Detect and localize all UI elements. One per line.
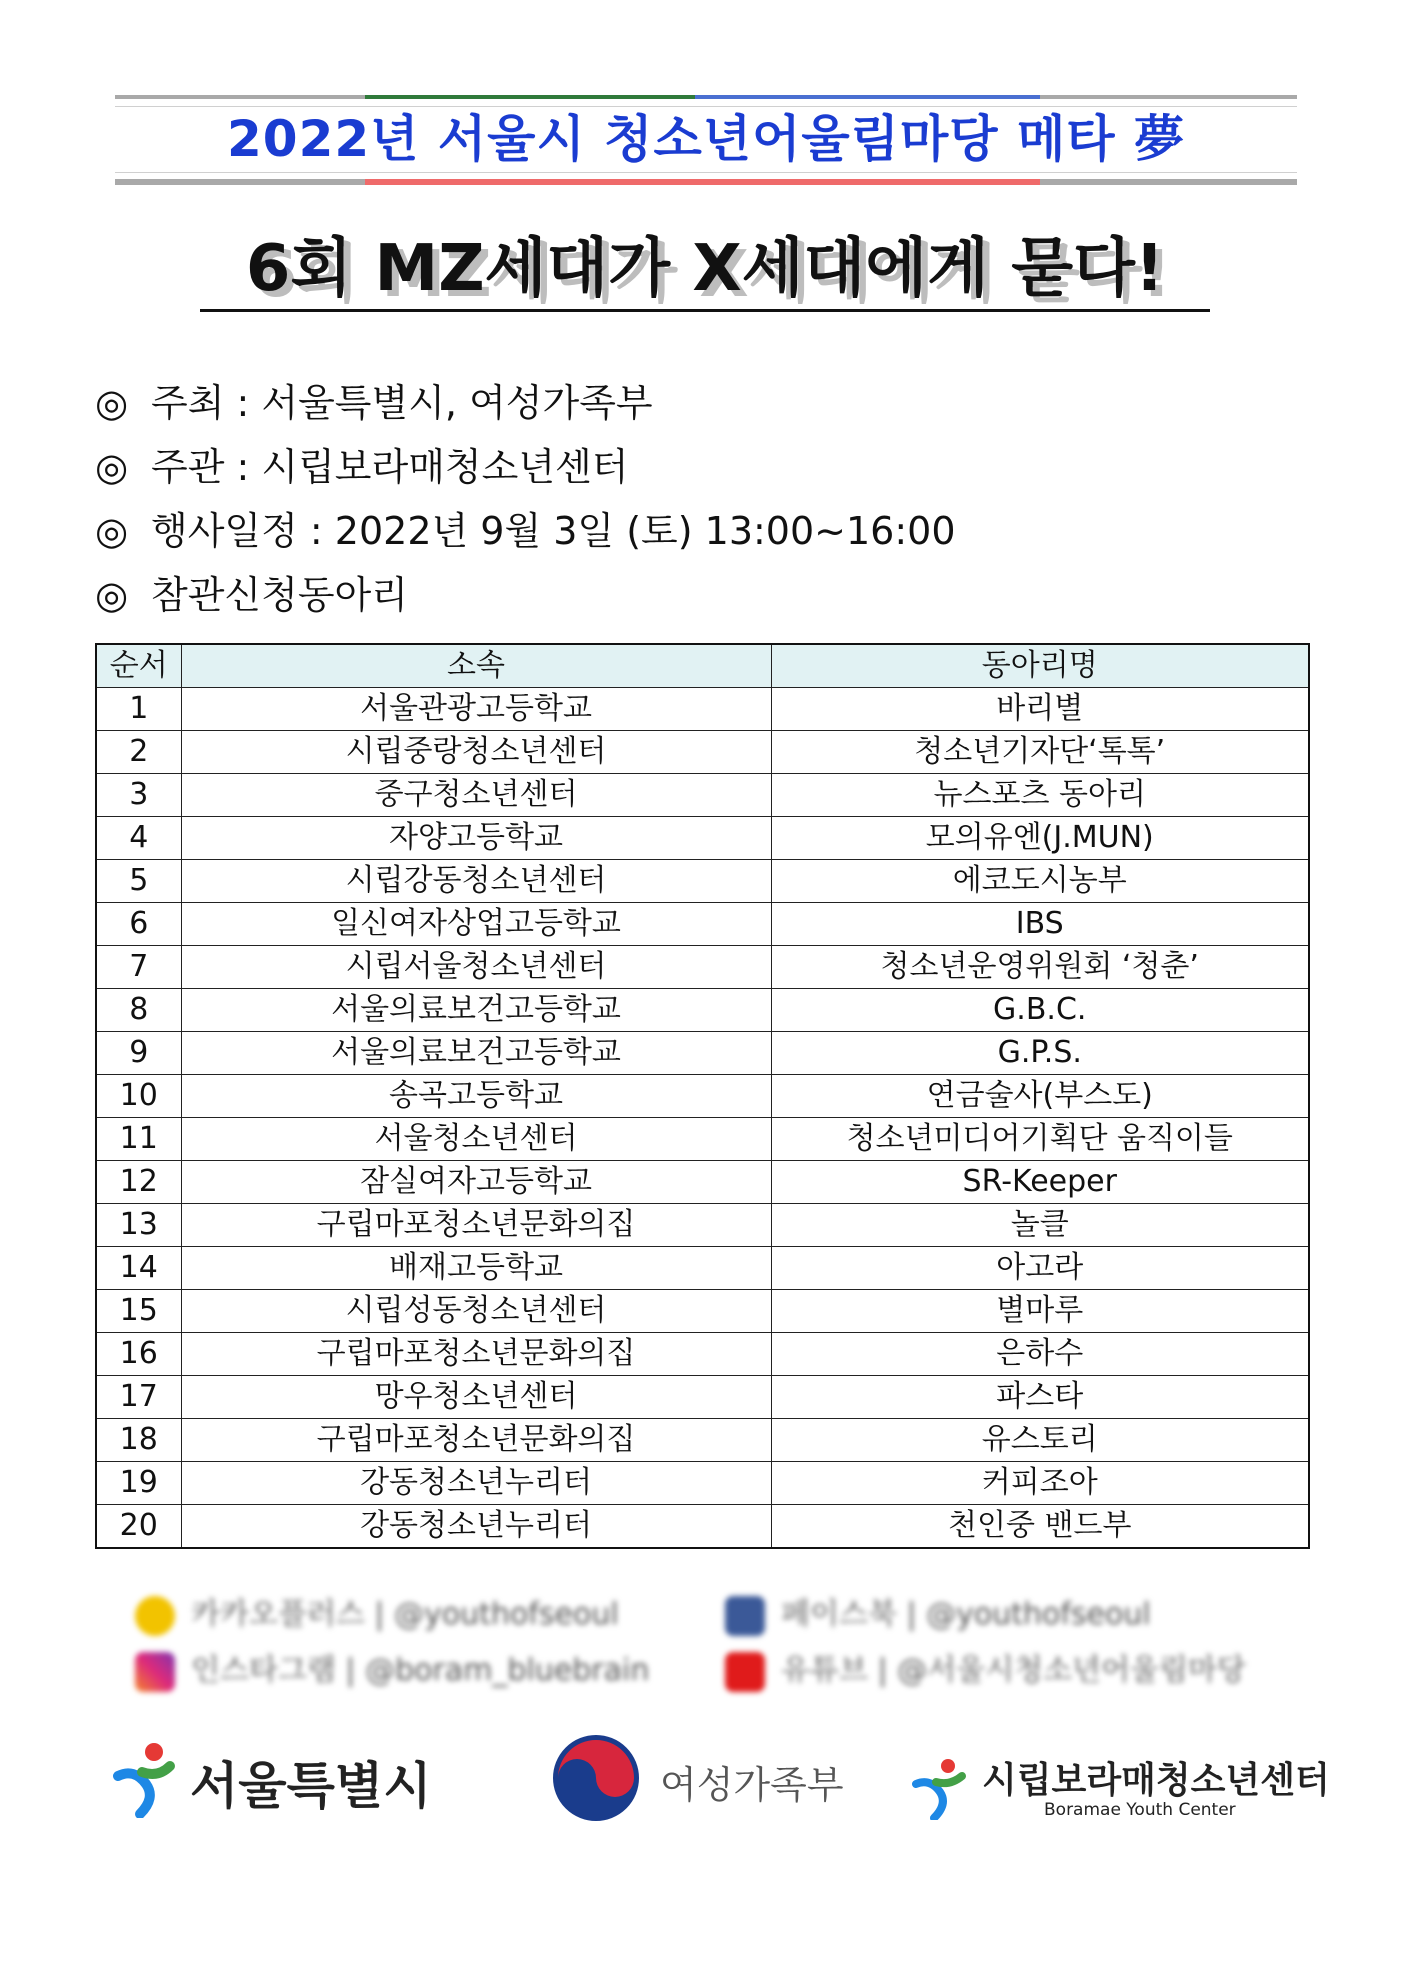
cell-order: 16 (96, 1333, 181, 1376)
table-row (96, 860, 1309, 903)
info-clubs-heading-text: 참관신청동아리 (151, 573, 408, 617)
main-title-underline (200, 309, 1210, 312)
cell-order: 14 (96, 1247, 181, 1290)
cell-order: 6 (96, 903, 181, 946)
cell-order: 1 (96, 688, 181, 731)
seoul-logo-text: 서울특별시 (190, 1757, 432, 1815)
cell-club-name: 연금술사(부스도) (771, 1075, 1309, 1118)
header-band-thin-line-bottom (115, 172, 1297, 173)
table-row (96, 1075, 1309, 1118)
table-row (96, 1032, 1309, 1075)
cell-affiliation: 자양고등학교 (181, 817, 771, 860)
cell-club-name: 뉴스포츠 동아리 (771, 774, 1309, 817)
facebook-icon (725, 1596, 765, 1636)
cell-order: 17 (96, 1376, 181, 1419)
main-title: 6회 MZ세대가 X세대에게 묻다! (245, 232, 1165, 306)
table-row (96, 946, 1309, 989)
cell-order: 19 (96, 1462, 181, 1505)
cell-affiliation: 잠실여자고등학교 (181, 1161, 771, 1204)
info-host (95, 378, 653, 428)
cell-club-name: 청소년미디어기획단 움직이들 (771, 1118, 1309, 1161)
table-row (96, 817, 1309, 860)
social-youtube-text: 유튜브 | @서울시청소년어울림마당 (781, 1653, 1246, 1688)
cell-order: 18 (96, 1419, 181, 1462)
instagram-icon (135, 1652, 175, 1692)
seoul-logo (112, 1738, 432, 1818)
cell-affiliation: 망우청소년센터 (181, 1376, 771, 1419)
info-schedule-text: 행사일정 : 2022년 9월 3일 (토) 13:00~16:00 (151, 509, 956, 553)
header-band-top-blue (695, 95, 1040, 99)
cell-club-name: 모의유엔(J.MUN) (771, 817, 1309, 860)
cell-affiliation: 서울의료보건고등학교 (181, 1032, 771, 1075)
cell-club-name: 은하수 (771, 1333, 1309, 1376)
cell-affiliation: 강동청소년누리터 (181, 1505, 771, 1549)
cell-club-name: G.B.C. (771, 989, 1309, 1032)
column-header-order: 순서 (96, 644, 181, 688)
boramae-logo (912, 1752, 1330, 1832)
table-row (96, 1505, 1309, 1549)
table-row (96, 1376, 1309, 1419)
social-kakao-text: 카카오플러스 | @youthofseoul (191, 1597, 619, 1632)
cell-club-name: 유스토리 (771, 1419, 1309, 1462)
cell-order: 10 (96, 1075, 181, 1118)
social-facebook (725, 1592, 1151, 1638)
cell-affiliation: 배재고등학교 (181, 1247, 771, 1290)
cell-affiliation: 서울의료보건고등학교 (181, 989, 771, 1032)
boramae-logo-english: Boramae Youth Center (1044, 1800, 1236, 1820)
table-row (96, 1118, 1309, 1161)
info-clubs-heading (95, 570, 408, 620)
cell-affiliation: 서울청소년센터 (181, 1118, 771, 1161)
cell-order: 2 (96, 731, 181, 774)
cell-affiliation: 일신여자상업고등학교 (181, 903, 771, 946)
table-row (96, 1161, 1309, 1204)
cell-order: 7 (96, 946, 181, 989)
taegeuk-emblem-icon (550, 1732, 642, 1824)
cell-club-name: 커피조아 (771, 1462, 1309, 1505)
cell-affiliation: 시립강동청소년센터 (181, 860, 771, 903)
cell-affiliation: 서울관광고등학교 (181, 688, 771, 731)
cell-affiliation: 중구청소년센터 (181, 774, 771, 817)
info-schedule (95, 506, 956, 556)
mogef-logo-text: 여성가족부 (660, 1763, 844, 1807)
table-row (96, 903, 1309, 946)
social-instagram-text: 인스타그램 | @boram_bluebrain (191, 1653, 650, 1688)
table-header-row (96, 644, 1309, 688)
cell-club-name: 파스타 (771, 1376, 1309, 1419)
kakao-plus-icon (135, 1596, 175, 1636)
boramae-logo-text: 시립보라매청소년센터 (982, 1760, 1330, 1801)
seoul-emblem-icon (112, 1738, 182, 1818)
cell-club-name: 청소년기자단‘톡톡’ (771, 731, 1309, 774)
cell-club-name: 에코도시농부 (771, 860, 1309, 903)
table-row (96, 1247, 1309, 1290)
bullet-mark: ◎ (95, 445, 129, 489)
youtube-icon (725, 1652, 765, 1692)
header-band-title: 2022년 서울시 청소년어울림마당 메타 夢 (227, 110, 1185, 168)
social-youtube (725, 1648, 1246, 1694)
cell-order: 12 (96, 1161, 181, 1204)
cell-club-name: 아고라 (771, 1247, 1309, 1290)
clubs-table (95, 643, 1310, 1549)
column-header-affiliation: 소속 (181, 644, 771, 688)
bullet-mark: ◎ (95, 509, 129, 553)
cell-affiliation: 송곡고등학교 (181, 1075, 771, 1118)
cell-order: 20 (96, 1505, 181, 1549)
cell-club-name: 천인중 밴드부 (771, 1505, 1309, 1549)
column-header-club-name: 동아리명 (771, 644, 1309, 688)
table-row (96, 731, 1309, 774)
cell-order: 8 (96, 989, 181, 1032)
boramae-emblem-icon (912, 1756, 970, 1820)
table-row (96, 989, 1309, 1032)
cell-club-name: 바리별 (771, 688, 1309, 731)
cell-club-name: IBS (771, 903, 1309, 946)
cell-order: 11 (96, 1118, 181, 1161)
cell-affiliation: 구립마포청소년문화의집 (181, 1204, 771, 1247)
table-row (96, 1204, 1309, 1247)
info-host-text: 주최 : 서울특별시, 여성가족부 (151, 381, 653, 425)
header-band-thin-line (115, 106, 1297, 107)
mogef-logo (550, 1732, 850, 1824)
cell-order: 5 (96, 860, 181, 903)
cell-club-name: SR-Keeper (771, 1161, 1309, 1204)
table-row (96, 1290, 1309, 1333)
info-organizer (95, 442, 628, 492)
cell-club-name: 청소년운영위원회 ‘청춘’ (771, 946, 1309, 989)
cell-order: 9 (96, 1032, 181, 1075)
bullet-mark: ◎ (95, 381, 129, 425)
header-band-top-green (365, 95, 695, 99)
cell-affiliation: 구립마포청소년문화의집 (181, 1333, 771, 1376)
bullet-mark: ◎ (95, 573, 129, 617)
info-organizer-text: 주관 : 시립보라매청소년센터 (151, 445, 629, 489)
cell-club-name: G.P.S. (771, 1032, 1309, 1075)
social-kakao (135, 1592, 619, 1638)
header-band-bottom-red (365, 179, 1040, 185)
table-row (96, 1419, 1309, 1462)
cell-club-name: 놀클 (771, 1204, 1309, 1247)
table-row (96, 774, 1309, 817)
social-instagram (135, 1648, 649, 1694)
table-row (96, 1462, 1309, 1505)
cell-affiliation: 강동청소년누리터 (181, 1462, 771, 1505)
social-facebook-text: 페이스북 | @youthofseoul (781, 1597, 1151, 1632)
cell-affiliation: 시립서울청소년센터 (181, 946, 771, 989)
cell-affiliation: 시립중랑청소년센터 (181, 731, 771, 774)
table-row (96, 688, 1309, 731)
cell-order: 4 (96, 817, 181, 860)
cell-affiliation: 시립성동청소년센터 (181, 1290, 771, 1333)
cell-affiliation: 구립마포청소년문화의집 (181, 1419, 771, 1462)
table-row (96, 1333, 1309, 1376)
cell-order: 13 (96, 1204, 181, 1247)
cell-club-name: 별마루 (771, 1290, 1309, 1333)
cell-order: 15 (96, 1290, 181, 1333)
cell-order: 3 (96, 774, 181, 817)
